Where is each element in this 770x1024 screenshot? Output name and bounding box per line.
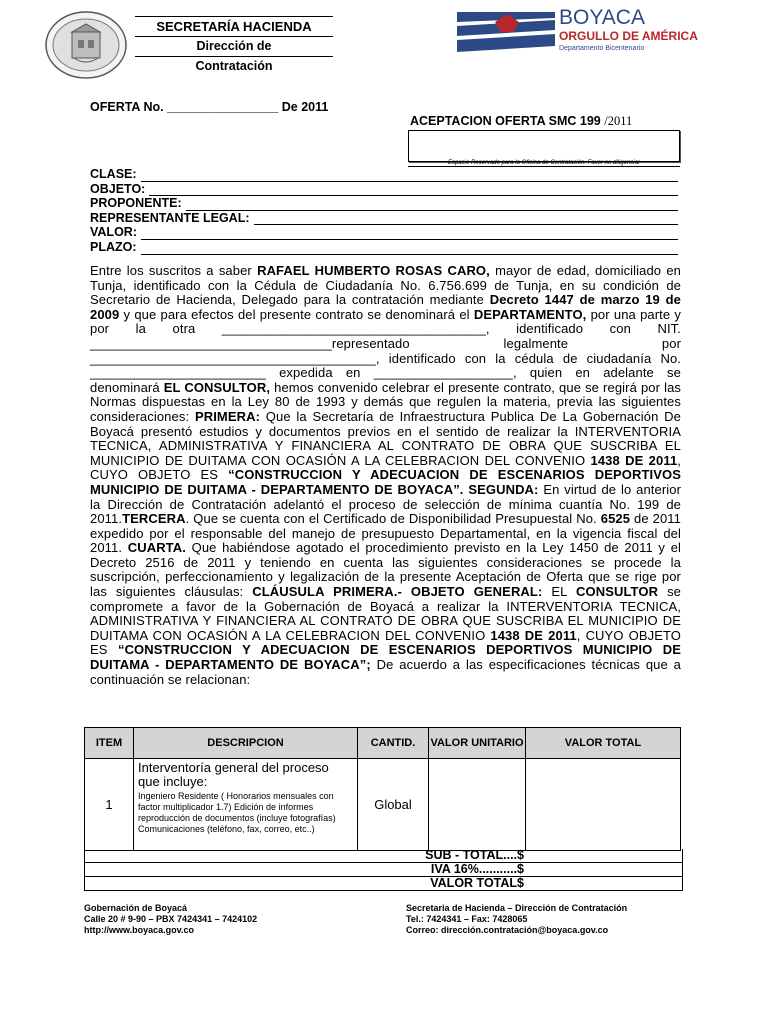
field-blank[interactable] [186, 199, 678, 211]
reserved-box-note: Espacio Reservado para la Oficina de Contratación. Favor no diligenciar [408, 160, 680, 167]
footer-dept: Secretaria de Hacienda – Dirección de Contratación [406, 903, 628, 913]
iva-label: IVA 16%...........$ [430, 862, 524, 876]
footer-phone: Tel.: 7424341 – Fax: 7428065 [406, 914, 528, 924]
field-label: PLAZO: [90, 239, 137, 254]
field-proponente [90, 196, 678, 211]
header-title-direccion: Dirección de [135, 37, 333, 57]
field-blank[interactable] [141, 243, 678, 255]
footer-org: Gobernación de Boyacá [84, 903, 188, 913]
logo-main-text: BOYACA [559, 6, 645, 29]
table-header-row [85, 728, 681, 759]
field-blank[interactable] [149, 184, 678, 196]
table-row [85, 759, 681, 851]
logo-tagline: ORGULLO DE AMÉRICA [559, 29, 698, 43]
footer-address: Calle 20 # 9-90 – PBX 7424341 – 7424102 [84, 914, 258, 924]
row-desc-sub: Ingeniero Residente ( Honorarios mensuales con factor multiplicador 1.7) Edición de informes reproducción de documentos (incluye fotografías) Comunicaciones (teléfono, fax, correo, etc..) [138, 791, 336, 834]
boyaca-logo [455, 4, 698, 60]
iva-row [84, 863, 683, 877]
reserved-box [408, 130, 680, 162]
field-blank[interactable] [141, 228, 678, 240]
row-item: 1 [85, 759, 134, 851]
oferta-line: OFERTA No. ________________ De 2011 [90, 100, 329, 114]
field-label: VALOR: [90, 225, 137, 240]
subtotal-label: SUB - TOTAL....$ [425, 848, 524, 862]
header-title-block [135, 16, 333, 76]
row-valor-unitario[interactable] [429, 759, 526, 851]
row-cantidad: Global [358, 759, 429, 851]
field-objeto [90, 182, 678, 197]
field-label: OBJETO: [90, 181, 146, 196]
field-label: PROPONENTE: [90, 196, 182, 211]
footer-email-link[interactable]: Correo: dirección.contratación@boyaca.gov.co [406, 925, 609, 935]
subtotal-row [84, 849, 683, 863]
row-desc-main: Interventoría general del proceso que incluye: [138, 760, 329, 789]
field-valor [90, 225, 678, 240]
col-descripcion: DESCRIPCION [134, 728, 358, 759]
header-title-contratacion: Contratación [195, 59, 273, 73]
row-valor-total[interactable] [526, 759, 681, 851]
aceptacion-label [410, 114, 632, 129]
field-blank[interactable] [254, 213, 679, 225]
valor-total-label: VALOR TOTAL$ [430, 876, 524, 890]
logo-sub-text: Departamento Bicentenario [559, 45, 645, 52]
field-representante [90, 211, 678, 226]
valor-total-row [84, 877, 683, 891]
footer-left [84, 903, 257, 936]
field-label: CLASE: [90, 167, 137, 181]
aceptacion-year: /2011 [604, 114, 633, 128]
col-cantidad: CANTID. [358, 728, 429, 759]
row-descripcion [134, 759, 358, 851]
coat-of-arms-seal-icon [44, 10, 128, 80]
items-table [84, 727, 681, 851]
col-valor-unitario: VALOR UNITARIO [429, 728, 526, 759]
contract-fields [90, 167, 678, 255]
field-plazo [90, 240, 678, 255]
col-valor-total: VALOR TOTAL [526, 728, 681, 759]
contract-body-text: Entre los suscritos a saber RAFAEL HUMBERTO ROSAS CARO, mayor de edad, domiciliado en Tunja, identificado con la Cédula de Ciudadanía No. 6.756.699 de Tunja, en su condición de Secretario de Hacienda, Delegado para la contratación mediante Decreto 1447 de marzo 19 de 2009 y que para efectos del presente contrato se denominará el DEPARTAMENTO, por una parte y por la otra ____________________________________, identificado con NIT. _________________________________representado legalmente por _______________________________________, identificado con la cédula de ciudadanía No. ________________________ expedida en ___________________, quien en adelante se denominará EL CONSULTOR, hemos convenido celebrar el presente contrato, que se regirá por las Normas dispuestas en la Ley 80 de 1993 y demás que regulen la materia, previa las siguientes consideraciones: PRIMERA: Que la Secretaría de Infraestructura Publica De La Gobernación De Boyacá presentó estudios y documentos previos en el sentido de realizar la INTERVENTORIA TECNICA, ADMINISTRATIVA Y FINANCIERA AL CONTRATO DE OBRA QUE SUSCRIBA EL MUNICIPIO DE DUITAMA CON OCASIÓN A LA CELEBRACION DEL CONVENIO 1438 DE 2011, CUYO OBJETO ES “CONSTRUCCION Y ADECUACION DE ESCENARIOS DEPORTIVOS MUNICIPIO DE DUITAMA - DEPARTAMENTO DE BOYACA”. SEGUNDA: En virtud de lo anterior la Dirección de Contratación adelantó el proceso de selección de mínima cuantía No. 199 de 2011.TERCERA. Que se cuenta con el Certificado de Disponibilidad Presupuestal No. 6525 de 2011 expedido por el responsable del manejo de presupuesto Departamental, en la vigencia fiscal del 2011. CUARTA. Que habiéndose agotado el procedimiento previsto en la Ley 1450 de 2011 y el Decreto 2516 de 2011 y teniendo en cuenta las siguientes consideraciones se procede la suscripción, perfeccionamiento y legalización de la presente Aceptación de Oferta que se rige por las siguientes cláusulas: CLÁUSULA PRIMERA.- OBJETO GENERAL: EL CONSULTOR se compromete a favor de la Gobernación de Boyacá a realizar la INTERVENTORIA TECNICA, ADMINISTRATIVA Y FINANCIERA AL CONTRATO DE OBRA QUE SUSCRIBA EL MUNICIPIO DE DUITAMA CON OCASIÓN A LA CELEBRACION DEL CONVENIO 1438 DE 2011, CUYO OBJETO ES “CONSTRUCCION Y ADECUACION DE ESCENARIOS DEPORTIVOS MUNICIPIO DE DUITAMA - DEPARTAMENTO DE BOYACA”; De acuerdo a las especificaciones técnicas que a continuación se relacionan: [90, 263, 682, 687]
col-item: ITEM [85, 728, 134, 759]
footer-website-link[interactable]: http://www.boyaca.gov.co [84, 925, 195, 935]
field-clase [90, 167, 678, 182]
field-blank[interactable] [141, 170, 678, 182]
field-label: REPRESENTANTE LEGAL: [90, 210, 250, 225]
aceptacion-text: ACEPTACION OFERTA SMC 199 [410, 114, 605, 128]
footer-right [406, 903, 627, 936]
header-title-secretaria: SECRETARÍA HACIENDA [135, 16, 333, 37]
